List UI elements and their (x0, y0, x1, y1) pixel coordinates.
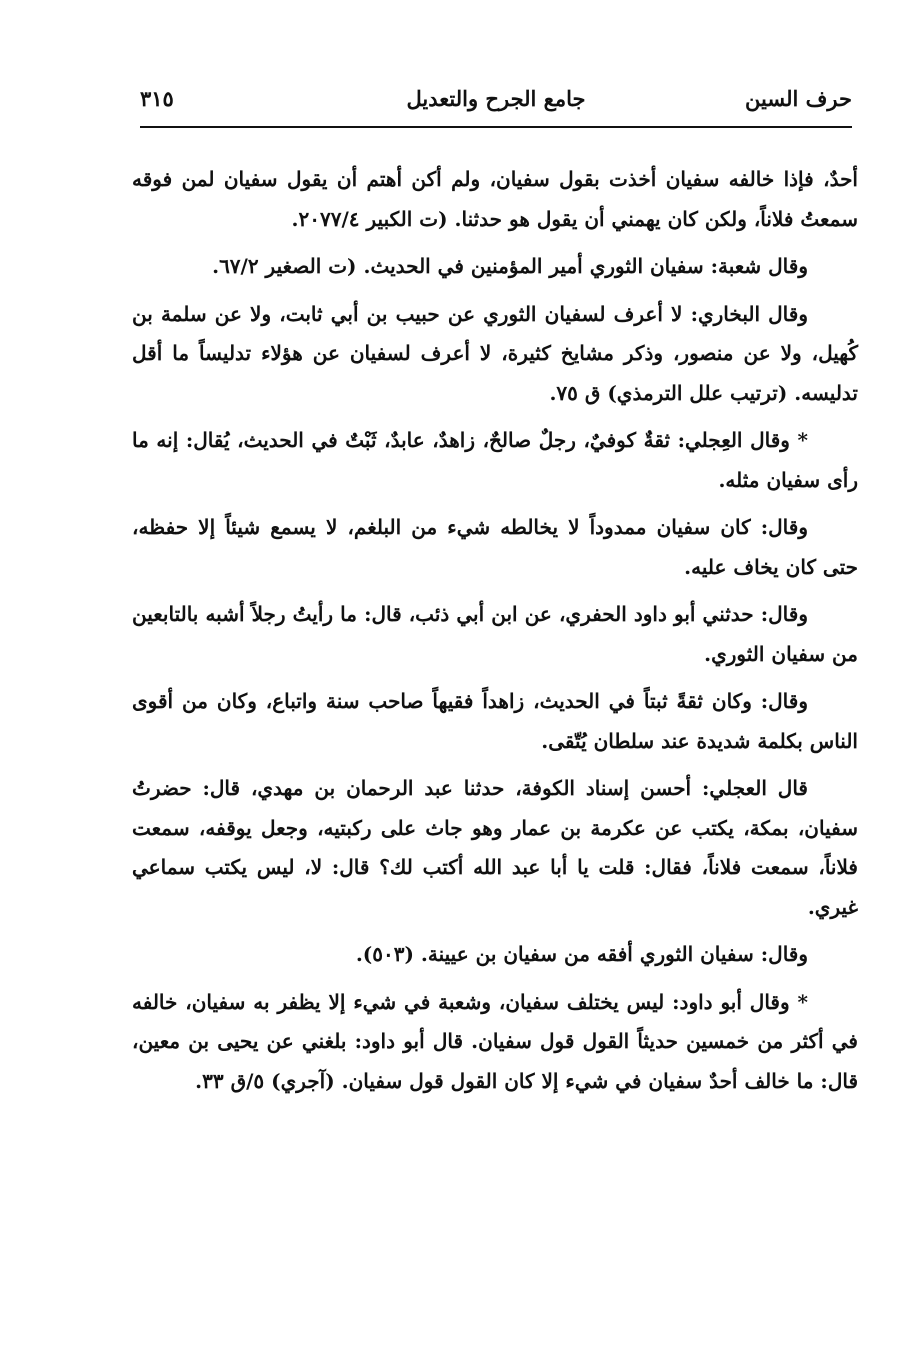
paragraph (132, 295, 858, 414)
running-header (140, 86, 852, 122)
paragraph (132, 682, 858, 761)
chapter-title: حرف السين (745, 86, 852, 111)
paragraph (132, 508, 858, 587)
asterisk-marker: * (797, 428, 809, 452)
paragraph-text: وقال: سفيان الثوري أفقه من سفيان بن عيينة. (٥٠٣). (355, 942, 808, 966)
header-rule (140, 126, 852, 128)
page-number: ٣١٥ (140, 86, 174, 111)
paragraph (132, 421, 858, 500)
paragraph (132, 983, 858, 1102)
paragraph-text: وقال العِجلي: ثقةٌ كوفيٌ، رجلٌ صالحٌ، زاهدٌ، عابدٌ، ثَبْتٌ في الحديث، يُقال: إنه ما رأى سفيان مثله. (132, 428, 858, 492)
paragraph-text: وقال: وكان ثقةً ثبتاً في الحديث، زاهداً فقيهاً صاحب سنة واتباع، وكان من أقوى الناس بكلمة شديدة عند سلطان يُتّقى. (132, 689, 858, 753)
paragraph (132, 247, 858, 287)
paragraph-text: وقال البخاري: لا أعرف لسفيان الثوري عن حبيب بن أبي ثابت، ولا عن سلمة بن كُهيل، ولا عن منصور، وذكر مشايخ كثيرة، لا أعرف لسفيان عن هؤلاء تدليساً ما أقل تدليسه. (ترتيب علل الترمذي) ق ٧٥. (132, 301, 858, 405)
paragraph-text: وقال أبو داود: ليس يختلف سفيان، وشعبة في شيء إلا يظفر به سفيان، خالفه في أكثر من خمسين حديثاً القول قول سفيان. قال أبو داود: بلغني عن يحيى بن معين، قال: ما خالف أحدٌ سفيان في شيء إلا كان القول قول سفيان. (آجري) ٥/ق ٣٣. (132, 989, 858, 1093)
paragraph-text: وقال: كان سفيان ممدوداً لا يخالطه شيء من البلغم، لا يسمع شيئاً إلا حفظه، حتى كان يخاف عليه. (132, 515, 858, 579)
asterisk-marker: * (797, 989, 808, 1014)
paragraph (132, 160, 858, 239)
paragraph-text: وقال شعبة: سفيان الثوري أمير المؤمنين في الحديث. (ت الصغير ٦٧/٢. (212, 254, 808, 278)
book-title: جامع الجرح والتعديل (406, 86, 586, 111)
paragraph-text: وقال: حدثني أبو داود الحفري، عن ابن أبي ذئب، قال: ما رأيتُ رجلاً أشبه بالتابعين من سفيان الثوري. (132, 602, 858, 666)
paragraph (132, 595, 858, 674)
paragraph (132, 769, 858, 927)
main-text (132, 160, 858, 1109)
paragraph-text: قال العجلي: أحسن إسناد الكوفة، حدثنا عبد الرحمان بن مهدي، قال: حضرتُ سفيان، بمكة، يكتب عن عكرمة بن عمار وهو جاث على ركبتيه، وجعل يوقفه، سمعت فلاناً، سمعت فلاناً، فقال: قلت يا أبا عبد الله أكتب لك؟ قال: لا، ليس يكتب سماعي غيري. (132, 776, 858, 919)
paragraph-text: أحدٌ، فإذا خالفه سفيان أخذت بقول سفيان، ولم أكن أهتم أن يقول سفيان لمن فوقه سمعتُ فلاناً، ولكن كان يهمني أن يقول هو حدثنا. (ت الكبير ٢٠٧٧/٤. (132, 167, 858, 231)
paragraph (132, 935, 858, 975)
